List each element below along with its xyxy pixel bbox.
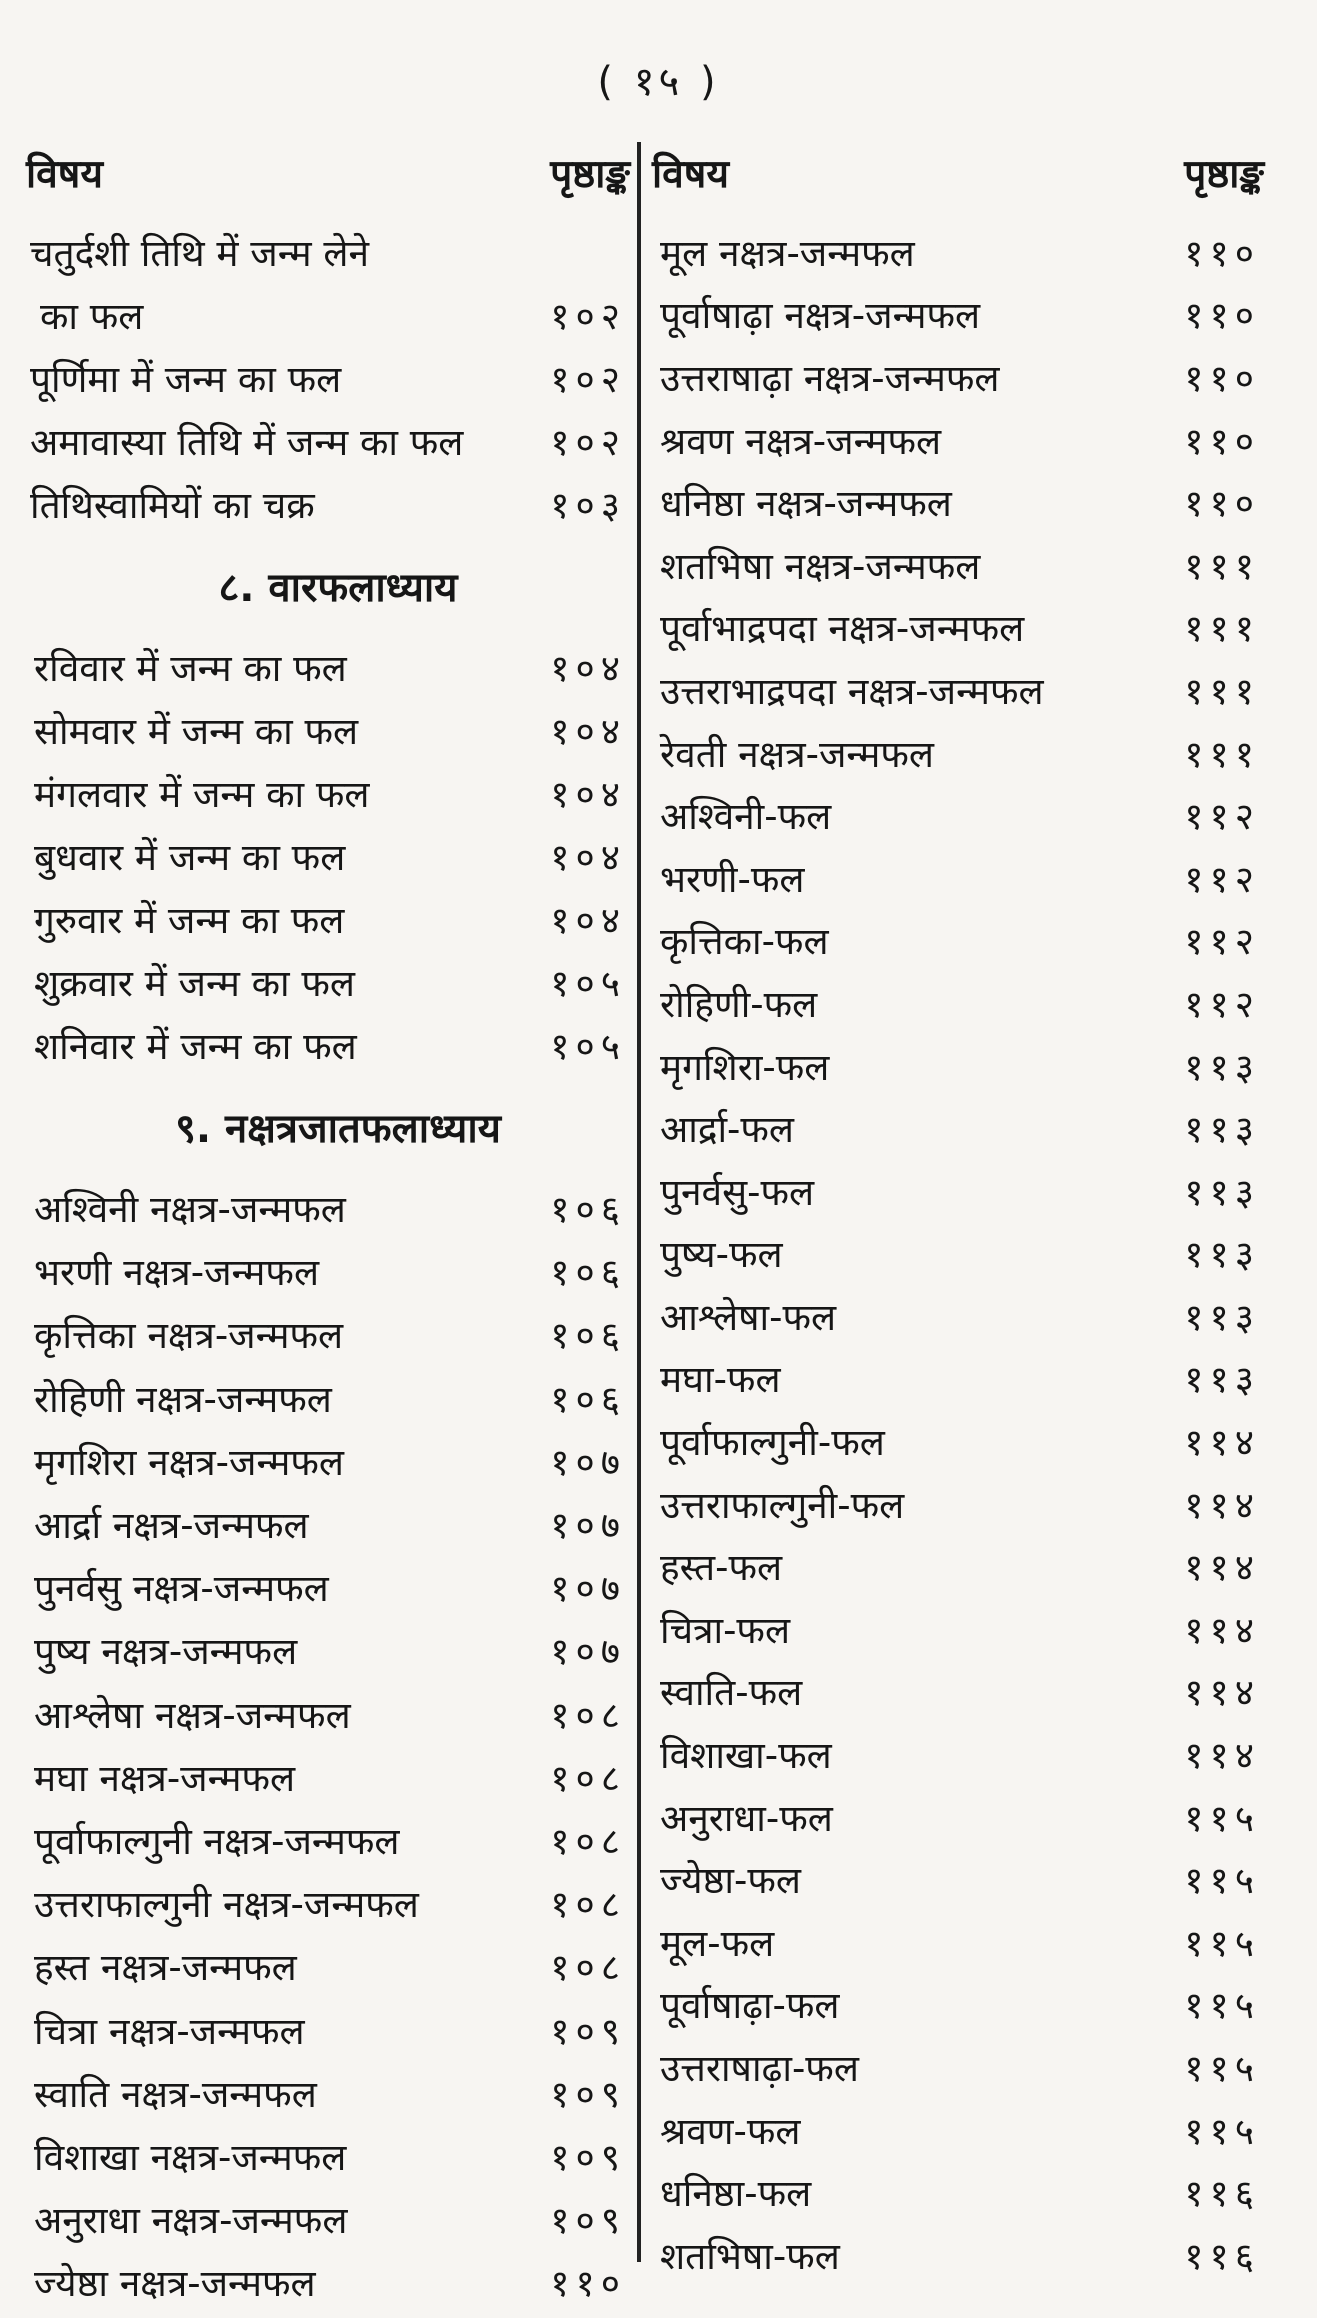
toc-entry-title: शनिवार में जन्म का फल: [34, 1025, 357, 1068]
toc-entry: [652, 1096, 1264, 1159]
toc-entry-title: धनिष्ठा नक्षत्र-जन्मफल: [660, 482, 952, 526]
toc-entry-page: ११४: [1184, 1483, 1260, 1527]
right-page-heading: पृष्ठाङ्क: [1184, 151, 1264, 197]
toc-entry-page: ११३: [1184, 1045, 1260, 1089]
toc-entry-title: गुरुवार में जन्म का फल: [34, 899, 345, 942]
toc-entry: [26, 220, 630, 283]
toc-entry-page: १११: [1184, 607, 1260, 651]
toc-entry: [26, 950, 630, 1013]
toc-entry-page: ११०: [1184, 419, 1260, 463]
toc-entry-title: रविवार में जन्म का फल: [34, 647, 347, 690]
toc-entry: [652, 596, 1264, 659]
right-subject-heading: विषय: [652, 151, 729, 197]
toc-entry-page: १०४: [550, 773, 626, 816]
toc-entry-title: धनिष्ठा-फल: [660, 2172, 812, 2216]
toc-entry-page: ११२: [1184, 795, 1260, 839]
toc-entry-title: पूर्वाफाल्गुनी-फल: [660, 1421, 885, 1465]
toc-entry-page: १०९: [550, 2199, 626, 2243]
toc-entry-page: ११०: [550, 2262, 626, 2306]
right-entries: [652, 220, 1264, 2286]
toc-entry-page: ११४: [1184, 1421, 1260, 1465]
toc-entry: [26, 1745, 630, 1808]
toc-entry-title: श्रवण-फल: [660, 2109, 801, 2153]
toc-entry-title: ज्येष्ठा नक्षत्र-जन्मफल: [34, 2262, 316, 2306]
toc-entry-title: अनुराधा नक्षत्र-जन्मफल: [34, 2199, 348, 2243]
toc-entry: [652, 721, 1264, 784]
toc-entry-page: १०७: [550, 1504, 626, 1548]
left-page-heading: पृष्ठाङ्क: [550, 151, 630, 197]
left-header: [26, 142, 630, 202]
toc-entry-title: शतभिषा-फल: [660, 2234, 840, 2278]
toc-entry-page: १११: [1184, 732, 1260, 776]
toc-entry: [652, 909, 1264, 972]
toc-entry: [652, 220, 1264, 283]
toc-entry-page: ११४: [1184, 1546, 1260, 1590]
toc-entry-title: रोहिणी-फल: [660, 982, 818, 1026]
toc-entry: [26, 409, 630, 472]
toc-entry-page: १०४: [550, 836, 626, 879]
toc-entry-title: अमावास्या तिथि में जन्म का फल: [30, 421, 464, 464]
toc-entry: [652, 1534, 1264, 1597]
toc-entry-page: ११०: [1184, 231, 1260, 275]
toc-entry: [652, 1785, 1264, 1848]
toc-entry-page: १०७: [550, 1567, 626, 1611]
toc-entry-title: कृत्तिका-फल: [660, 920, 829, 964]
toc-entry: [652, 1597, 1264, 1660]
toc-entry-page: ११५: [1184, 1859, 1260, 1903]
toc-entry: [26, 1302, 630, 1365]
toc-entry-title: पुष्य-फल: [660, 1233, 783, 1277]
toc-entry-page: १०५: [550, 962, 626, 1005]
toc-entry-title: उत्तराभाद्रपदा नक्षत्र-जन्मफल: [660, 669, 1044, 713]
toc-entry-page: १०७: [550, 1630, 626, 1674]
left-column: [26, 142, 630, 2313]
toc-entry-title: कृत्तिका नक्षत्र-जन्मफल: [34, 1314, 344, 1358]
toc-entry-page: ११३: [1184, 1358, 1260, 1402]
toc-entry: [26, 635, 630, 698]
left-entries-a: [26, 220, 630, 535]
toc-entry-page: १०८: [550, 1883, 626, 1927]
toc-entry: [26, 1366, 630, 1429]
toc-entry-title: भरणी-फल: [660, 857, 805, 901]
toc-entry: [652, 2035, 1264, 2098]
toc-entry: [652, 1910, 1264, 1973]
toc-entry-title: तिथिस्वामियों का चक्र: [30, 484, 315, 527]
toc-entry-title: ज्येष्ठा-फल: [660, 1859, 801, 1903]
toc-entry: [652, 846, 1264, 909]
toc-entry-title: शतभिषा नक्षत्र-जन्मफल: [660, 544, 981, 588]
toc-entry-page: १०२: [550, 421, 626, 464]
toc-entry: [652, 1284, 1264, 1347]
left-subject-heading: विषय: [26, 151, 103, 197]
toc-entry-page: ११५: [1184, 1921, 1260, 1965]
toc-entry-page: १०४: [550, 710, 626, 753]
toc-entry-title: चित्रा नक्षत्र-जन्मफल: [34, 2009, 305, 2053]
toc-entry-title: आर्द्रा-फल: [660, 1108, 795, 1152]
toc-entry-page: १०६: [550, 1377, 626, 1421]
toc-entry-title: अश्विनी नक्षत्र-जन्मफल: [34, 1188, 346, 1232]
toc-entry-page: ११४: [1184, 1734, 1260, 1778]
toc-entry-title: उत्तराफाल्गुनी-फल: [660, 1483, 905, 1527]
toc-entry: [26, 1429, 630, 1492]
toc-entry: [26, 824, 630, 887]
toc-entry-title: चित्रा-फल: [660, 1608, 791, 1652]
toc-entry-title: का फल: [40, 295, 144, 338]
toc-entry: [652, 345, 1264, 408]
toc-entry-title: पुनर्वसु नक्षत्र-जन्मफल: [34, 1567, 329, 1611]
right-column: [652, 142, 1264, 2286]
toc-entry: [652, 1472, 1264, 1535]
toc-entry-page: १०९: [550, 2135, 626, 2179]
toc-entry-page: ११६: [1184, 2234, 1260, 2278]
toc-entry-title: अनुराधा-फल: [660, 1796, 833, 1840]
toc-entry-title: विशाखा नक्षत्र-जन्मफल: [34, 2135, 347, 2179]
toc-entry-page: १०४: [550, 647, 626, 690]
toc-entry-page: १०६: [550, 1188, 626, 1232]
toc-entry-title: श्रवण नक्षत्र-जन्मफल: [660, 419, 942, 463]
toc-entry-title: रोहिणी नक्षत्र-जन्मफल: [34, 1377, 332, 1421]
toc-entry: [26, 472, 630, 535]
toc-entry: [26, 283, 630, 346]
toc-entry-page: १०९: [550, 2072, 626, 2116]
toc-entry-page: ११५: [1184, 2047, 1260, 2091]
toc-entry-page: ११०: [1184, 294, 1260, 338]
toc-entry: [26, 2250, 630, 2313]
toc-entry: [652, 2160, 1264, 2223]
toc-entry-title: हस्त नक्षत्र-जन्मफल: [34, 1946, 297, 1990]
toc-entry: [652, 1847, 1264, 1910]
toc-entry-title: मघा नक्षत्र-जन्मफल: [34, 1756, 296, 1800]
toc-entry-title: आर्द्रा नक्षत्र-जन्मफल: [34, 1504, 309, 1548]
page-number: ( १५ ): [597, 59, 720, 105]
toc-entry-page: १०६: [550, 1314, 626, 1358]
toc-entry-page: १११: [1184, 669, 1260, 713]
toc-entry-title: पूर्वाभाद्रपदा नक्षत्र-जन्मफल: [660, 607, 1025, 651]
toc-entry: [652, 1973, 1264, 2036]
toc-entry: [26, 2124, 630, 2187]
left-entries-b: [26, 635, 630, 1076]
toc-entry-page: ११५: [1184, 2109, 1260, 2153]
toc-entry-page: १०२: [550, 358, 626, 401]
toc-entry: [26, 761, 630, 824]
toc-entry: [652, 1347, 1264, 1410]
toc-entry-title: सोमवार में जन्म का फल: [34, 710, 359, 753]
toc-entry-page: ११३: [1184, 1295, 1260, 1339]
toc-entry: [652, 1660, 1264, 1723]
toc-entry-page: १०७: [550, 1440, 626, 1484]
toc-entry: [652, 2223, 1264, 2286]
toc-entry-title: पूर्वाफाल्गुनी नक्षत्र-जन्मफल: [34, 1819, 400, 1863]
toc-entry-title: हस्त-फल: [660, 1546, 783, 1590]
toc-entry: [26, 1239, 630, 1302]
toc-entry-title: पुष्य नक्षत्र-जन्मफल: [34, 1630, 298, 1674]
toc-entry-title: बुधवार में जन्म का फल: [34, 836, 346, 879]
toc-entry-page: ११६: [1184, 2172, 1260, 2216]
toc-entry-page: ११३: [1184, 1108, 1260, 1152]
toc-entry-page: ११२: [1184, 982, 1260, 1026]
toc-entry: [26, 1682, 630, 1745]
toc-entry-title: अश्विनी-फल: [660, 795, 832, 839]
toc-entry-title: पूर्वाषाढ़ा नक्षत्र-जन्मफल: [660, 294, 981, 338]
toc-entry-page: ११३: [1184, 1170, 1260, 1214]
toc-entry: [652, 1409, 1264, 1472]
toc-entry-title: मघा-फल: [660, 1358, 781, 1402]
toc-entry-title: पूर्णिमा में जन्म का फल: [30, 358, 342, 401]
toc-entry-title: मूल-फल: [660, 1921, 775, 1965]
right-header: [652, 142, 1264, 202]
toc-entry-title: भरणी नक्षत्र-जन्मफल: [34, 1251, 320, 1295]
toc-entry: [652, 1159, 1264, 1222]
toc-entry: [26, 1555, 630, 1618]
toc-entry: [26, 1618, 630, 1681]
toc-entry-title: मृगशिरा-फल: [660, 1045, 830, 1089]
toc-entry-page: ११२: [1184, 857, 1260, 901]
toc-entry: [652, 283, 1264, 346]
section-heading-9: ९. नक्षत्रजातफलाध्याय: [175, 1105, 501, 1152]
toc-entry: [652, 2098, 1264, 2161]
toc-entry-title: उत्तराषाढ़ा-फल: [660, 2047, 859, 2091]
toc-entry-page: १०२: [550, 295, 626, 338]
toc-entry-page: ११०: [1184, 482, 1260, 526]
toc-entry-title: पुनर्वसु-फल: [660, 1170, 815, 1214]
toc-entry-page: १०८: [550, 1819, 626, 1863]
toc-entry: [26, 1492, 630, 1555]
toc-entry-page: १०८: [550, 1693, 626, 1737]
toc-entry: [652, 1034, 1264, 1097]
toc-entry-title: रेवती नक्षत्र-जन्मफल: [660, 732, 934, 776]
toc-entry: [26, 1176, 630, 1239]
toc-entry-page: १०६: [550, 1251, 626, 1295]
toc-entry-page: १०८: [550, 1756, 626, 1800]
toc-entry-title: विशाखा-फल: [660, 1734, 832, 1778]
toc-entry-page: १०९: [550, 2009, 626, 2053]
toc-entry: [26, 887, 630, 950]
toc-entry: [652, 1222, 1264, 1285]
toc-entry-page: १०४: [550, 899, 626, 942]
toc-entry-title: स्वाति नक्षत्र-जन्मफल: [34, 2072, 317, 2116]
toc-entry-title: शुक्रवार में जन्म का फल: [34, 962, 355, 1005]
toc-entry-title: आश्लेषा-फल: [660, 1295, 837, 1339]
toc-entry: [26, 1934, 630, 1997]
toc-entry: [26, 346, 630, 409]
column-divider: [637, 142, 641, 2262]
toc-entry: [26, 698, 630, 761]
toc-entry-page: १११: [1184, 544, 1260, 588]
toc-entry: [652, 533, 1264, 596]
toc-entry-title: उत्तराफाल्गुनी नक्षत्र-जन्मफल: [34, 1883, 419, 1927]
toc-entry-page: ११४: [1184, 1608, 1260, 1652]
toc-entry-title: चतुर्दशी तिथि में जन्म लेने: [30, 232, 370, 275]
left-entries-c: [26, 1176, 630, 2313]
toc-entry: [652, 783, 1264, 846]
toc-entry-page: ११५: [1184, 1796, 1260, 1840]
toc-entry: [26, 1997, 630, 2060]
toc-entry: [652, 658, 1264, 721]
toc-entry: [652, 408, 1264, 471]
toc-entry-title: मृगशिरा नक्षत्र-जन्मफल: [34, 1440, 344, 1484]
toc-entry-page: १०३: [550, 484, 626, 527]
toc-entry-page: ११३: [1184, 1233, 1260, 1277]
toc-entry: [26, 1871, 630, 1934]
toc-entry-title: स्वाति-फल: [660, 1671, 803, 1715]
toc-entry: [652, 1722, 1264, 1785]
section-heading-8: ८. वारफलाध्याय: [218, 564, 458, 611]
toc-entry: [652, 971, 1264, 1034]
toc-entry-page: ११४: [1184, 1671, 1260, 1715]
toc-entry: [26, 1013, 630, 1076]
toc-entry-title: मूल नक्षत्र-जन्मफल: [660, 231, 915, 275]
toc-entry: [26, 1808, 630, 1871]
toc-entry: [26, 2187, 630, 2250]
toc-entry: [652, 470, 1264, 533]
toc-entry-page: ११२: [1184, 920, 1260, 964]
toc-entry-page: ११०: [1184, 356, 1260, 400]
toc-entry-title: आश्लेषा नक्षत्र-जन्मफल: [34, 1693, 351, 1737]
toc-entry-title: पूर्वाषाढ़ा-फल: [660, 1984, 840, 2028]
toc-entry-title: उत्तराषाढ़ा नक्षत्र-जन्मफल: [660, 356, 1000, 400]
toc-entry-page: १०८: [550, 1946, 626, 1990]
toc-entry: [26, 2061, 630, 2124]
toc-entry-page: १०५: [550, 1025, 626, 1068]
toc-entry-title: मंगलवार में जन्म का फल: [34, 773, 370, 816]
toc-entry-page: ११५: [1184, 1984, 1260, 2028]
